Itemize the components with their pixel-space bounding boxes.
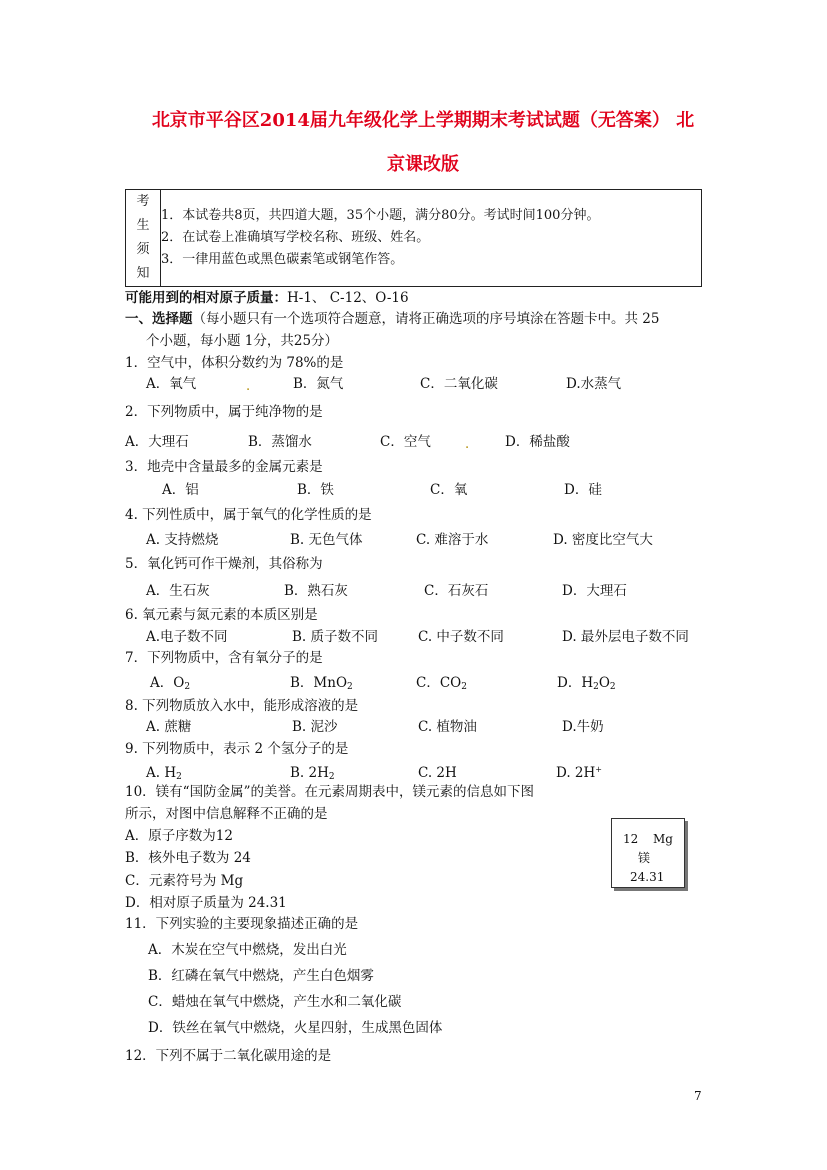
atomic-mass: 24.31 [630, 870, 665, 884]
option-b: B．氮气 [293, 376, 344, 392]
option-d: D. 2H+ [556, 765, 602, 781]
option-d: D．硅 [564, 482, 602, 498]
option-a: A．木炭在空气中燃烧，发出白光 [148, 942, 347, 958]
option-b: B. 无色气体 [290, 532, 363, 548]
question-stem: 4. 下列性质中，属于氧气的化学性质的是 [125, 507, 372, 523]
option-d: D．大理石 [562, 583, 627, 599]
option-d: D. 密度比空气大 [553, 532, 653, 548]
question-stem: 3．地壳中含量最多的金属元素是 [125, 459, 323, 475]
notice-item: 1．本试卷共8页，共四道大题，35个小题，满分80分。考试时间100分钟。 [161, 208, 600, 223]
option-c: C．二氧化碳 [420, 376, 498, 392]
question-stem: 10．镁有“国防金属”的美誉。在元素周期表中，镁元素的信息如下图 [125, 784, 534, 800]
option-b: B．核外电子数为 24 [125, 850, 251, 866]
element-name: 镁 [638, 851, 651, 865]
option-a: A．生石灰 [146, 583, 210, 599]
option-d: D．稀盐酸 [505, 434, 570, 450]
option-d: D．铁丝在氧气中燃烧，火星四射，生成黑色固体 [148, 1020, 443, 1036]
question-stem: 6. 氧元素与氮元素的本质区别是 [125, 607, 318, 623]
option-d: D.牛奶 [562, 719, 604, 735]
option-b: B．蒸馏水 [248, 434, 312, 450]
option-c: C. 难溶于水 [416, 532, 489, 548]
section-desc-cont: 个小题，每小题 1分，共25分） [146, 333, 339, 349]
question-stem-cont: 所示，对图中信息解释不正确的是 [125, 806, 328, 822]
notice-body [161, 190, 702, 287]
option-b: B. 泥沙 [292, 719, 338, 735]
page-title-line2: 京课改版 [387, 154, 459, 175]
question-stem: 5．氧化钙可作干燥剂，其俗称为 [125, 556, 323, 572]
element-card-magnesium [611, 818, 685, 888]
option-c: C．元素符号为 Mg [125, 873, 244, 889]
option-c: C．蜡烛在氧气中燃烧，产生水和二氧化碳 [148, 994, 402, 1010]
option-d: D. 最外层电子数不同 [562, 629, 689, 645]
question-stem: 9. 下列物质中，表示 2 个氢分子的是 [125, 741, 349, 757]
option-a: A．大理石 [125, 434, 189, 450]
notice-item: 3．一律用蓝色或黑色碳素笔或钢笔作答。 [161, 252, 404, 267]
atomic-number: 12 [623, 832, 639, 846]
atomic-mass-line: 可能用到的相对原子质量：H-1、 C-12、O-16 [125, 290, 409, 306]
question-stem: 2．下列物质中，属于纯净物的是 [125, 404, 323, 420]
option-d: D．$H_2O_2$ [557, 675, 616, 692]
option-d: D.水蒸气 [566, 376, 622, 392]
option-b: B. 质子数不同 [292, 629, 379, 645]
element-symbol: Mg [653, 832, 673, 846]
option-c: C．空气 [380, 434, 431, 450]
option-c: C. 2H [418, 765, 457, 781]
option-d: D．相对原子质量为 24.31 [125, 895, 287, 911]
option-b: B．红磷在氧气中燃烧，产生白色烟雾 [148, 968, 374, 984]
option-a: A.电子数不同 [146, 629, 228, 645]
option-c: C．氧 [430, 482, 468, 498]
option-a: A. 蔗糖 [146, 719, 192, 735]
question-stem: 11．下列实验的主要现象描述正确的是 [125, 916, 359, 932]
page-number: 7 [694, 1089, 702, 1103]
option-a: A. $H_2$ [146, 765, 182, 782]
question-stem: 1．空气中，体积分数约为 78%的是 [125, 355, 344, 371]
option-a: A．氧气 [146, 376, 197, 392]
option-a: A．原子序数为12 [125, 828, 233, 844]
notice-label: 考 生 须 知 [126, 190, 161, 287]
option-b: B. $2H_2$ [290, 765, 335, 782]
option-c: C．$CO_2$ [416, 675, 467, 692]
option-b: B．铁 [297, 482, 334, 498]
page-title-line1: 北京市平谷区2014届九年级化学上学期期末考试试题（无答案） 北 [151, 110, 695, 131]
section-heading: 一、选择题（每小题只有一个选项符合题意，请将正确选项的序号填涂在答题卡中。共 25 [125, 311, 660, 327]
option-b: B．MnO$_2$ [290, 675, 353, 692]
question-stem: 7．下列物质中，含有氧分子的是 [125, 650, 323, 666]
question-stem: 8. 下列物质放入水中，能形成溶液的是 [125, 698, 359, 714]
option-c: C. 中子数不同 [418, 629, 504, 645]
option-a: A．铝 [162, 482, 199, 498]
option-a: A. 支持燃烧 [146, 532, 219, 548]
option-c: C. 植物油 [418, 719, 477, 735]
option-b: B．熟石灰 [284, 583, 348, 599]
candidate-notice-table [125, 189, 702, 287]
option-c: C．石灰石 [424, 583, 489, 599]
notice-item: 2．在试卷上准确填写学校名称、班级、姓名。 [161, 230, 430, 245]
option-a: A．$O_2$ [150, 675, 191, 692]
question-stem: 12．下列不属于二氧化碳用途的是 [125, 1048, 332, 1064]
